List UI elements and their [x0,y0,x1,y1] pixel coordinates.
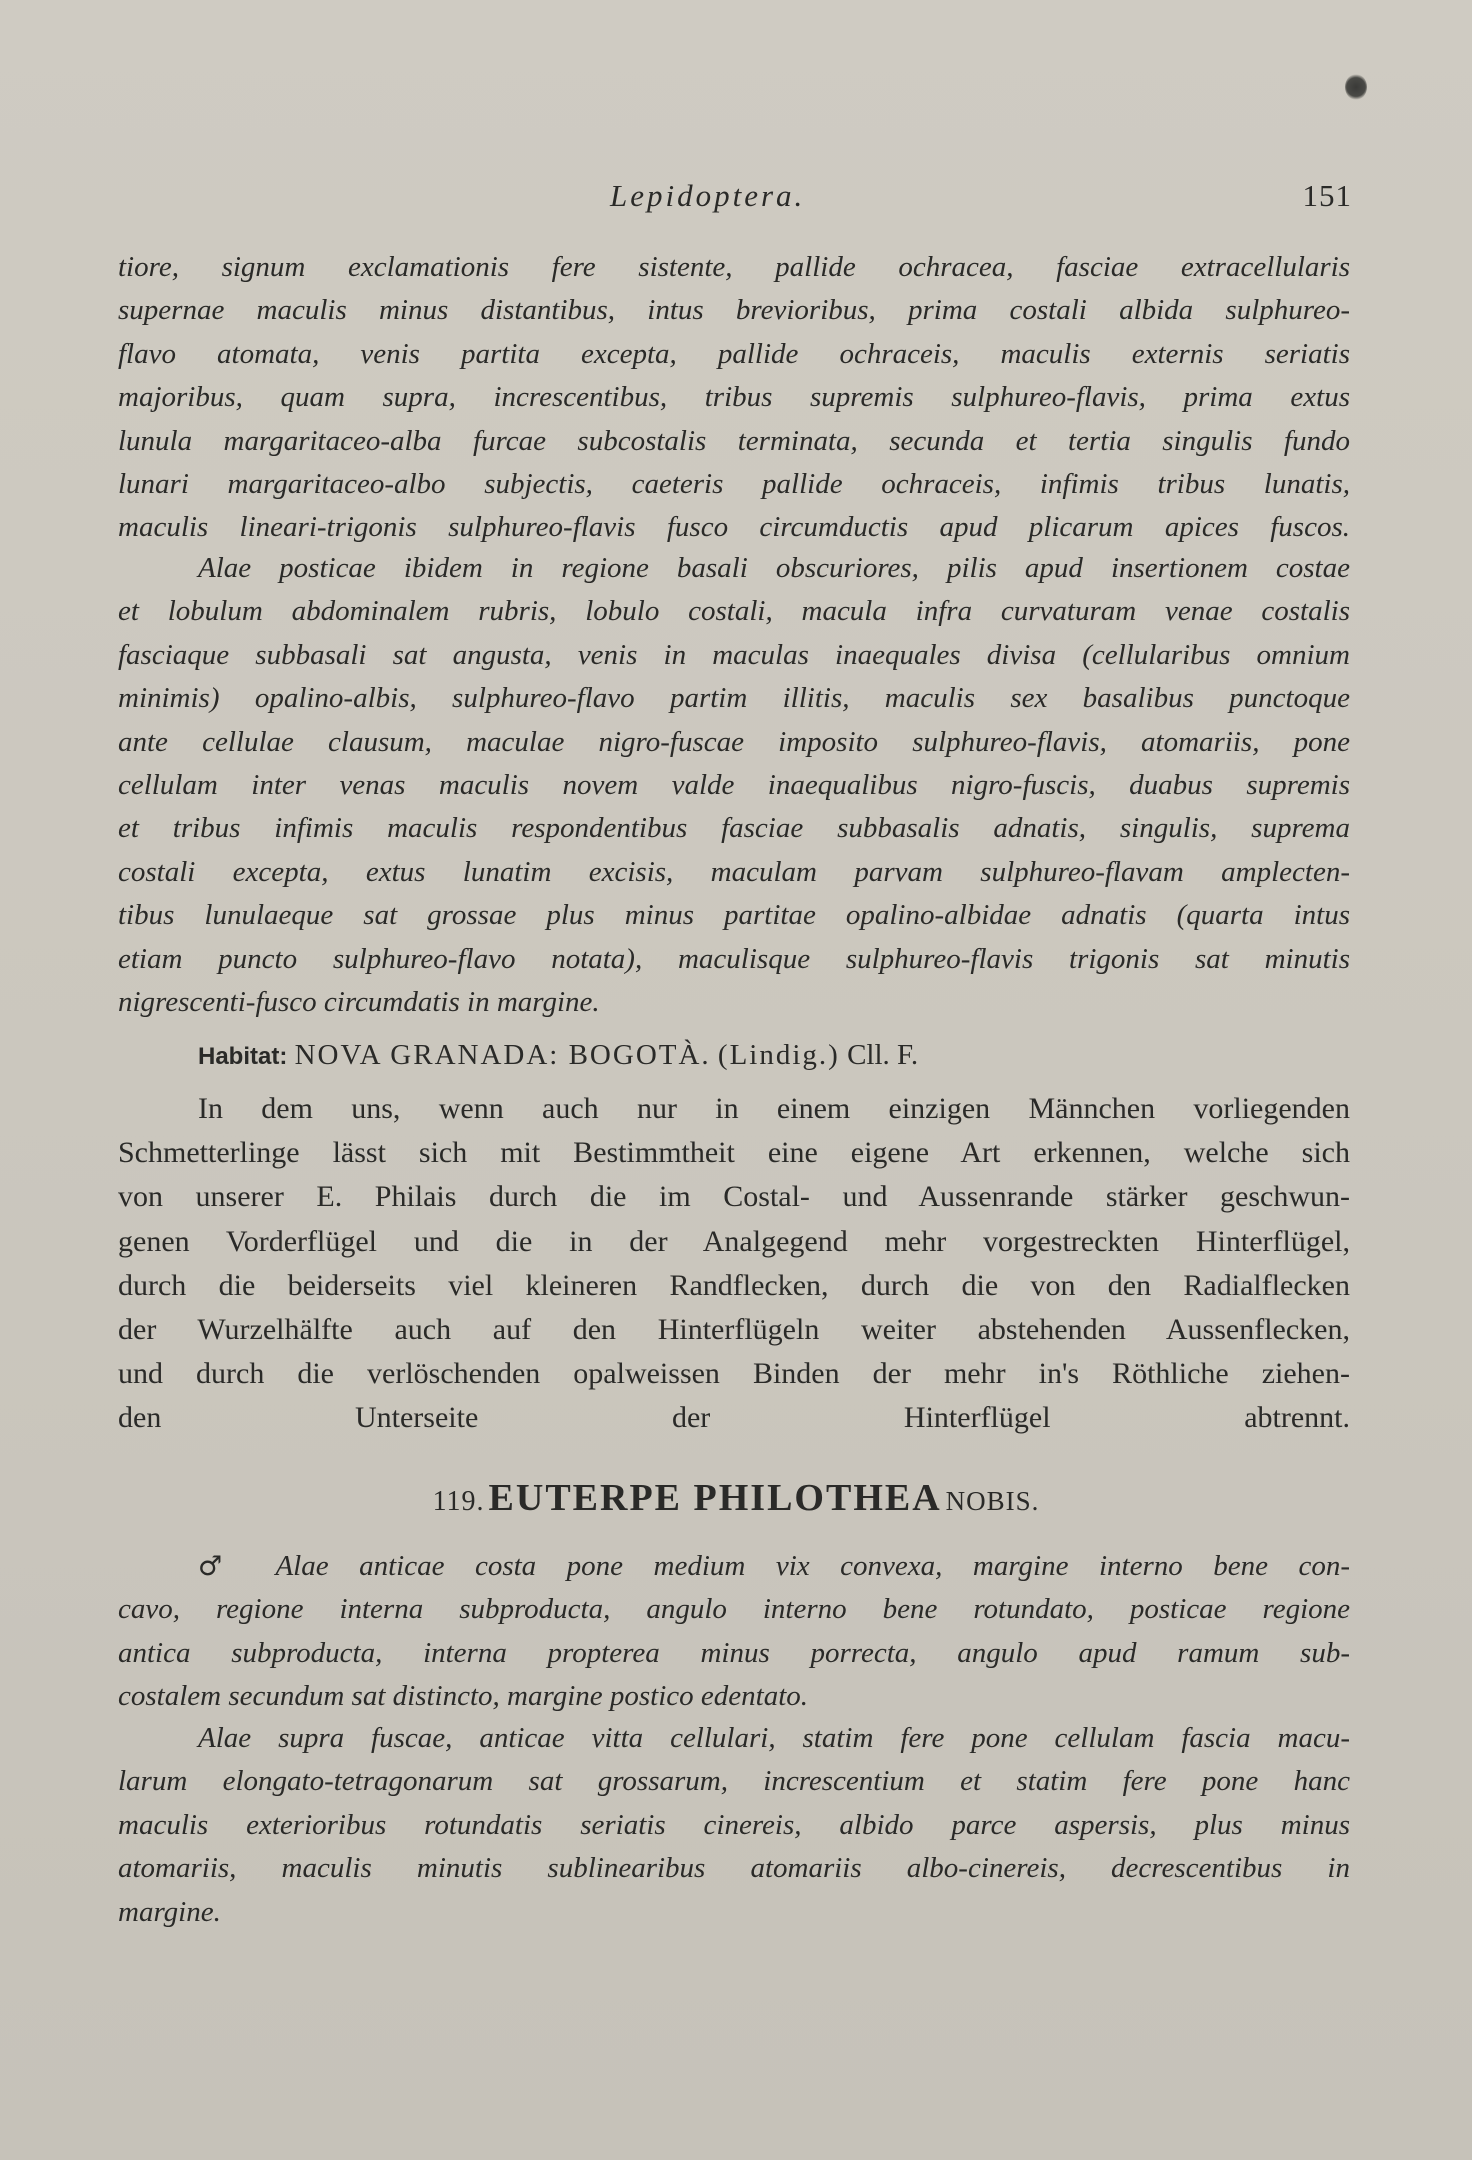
text-line: von unserer E. Philais durch die im Costal- und Aussenrande stärker geschwun- [118,1180,1350,1214]
text-line: atomariis, maculis minutis sublinearibus atomariis albo-cinereis, decrescentibus in [118,1852,1350,1885]
running-title: Lepidoptera. [610,178,806,213]
text-line: costali excepta, extus lunatim excisis, maculam parvam sulphureo-flavam amplecten- [118,855,1350,888]
text-line: cellulam inter venas maculis novem valde inaequalibus nigro-fuscis, duabus supremis [118,769,1350,802]
text-line: der Wurzelhälfte auch auf den Hinterflügeln weiter abstehenden Aussenflecken, [118,1313,1350,1347]
habitat-locality: NOVA GRANADA: BOGOTÀ. [294,1039,711,1071]
ink-blot [1345,74,1367,100]
latin-paragraph-male-description [118,1545,1350,1719]
text-line: antica subproducta, interna propterea minus porrecta, angulo apud ramum sub- [118,1636,1350,1669]
species-number: 119. [432,1486,485,1517]
text-line-content: Alae anticae costa pone medium vix convexa, margine interno bene con- [275,1550,1351,1582]
text-line: flavo atomata, venis partita excepta, pallide ochraceis, maculis externis seriatis [118,337,1350,370]
text-line: genen Vorderflügel und die in der Analgegend mehr vorgestreckten Hinterflügel, [118,1224,1350,1258]
latin-paragraph-forewing-underside [118,246,1350,550]
species-name: EUTERPE PHILOTHEA [488,1477,942,1519]
text-line: maculis exterioribus rotundatis seriatis cinereis, albido parce aspersis, plus minus [118,1808,1350,1841]
text-line: cavo, regione interna subproducta, angulo interno bene rotundato, posticae regione [118,1593,1350,1626]
text-line: tibus lunulaeque sat grossae plus minus partitae opalino-albidae adnatis (quarta intus [118,899,1350,932]
species-author: NOBIS. [945,1486,1040,1516]
text-line: Alae supra fuscae, anticae vitta cellulari, statim fere pone cellulam fascia macu- [198,1722,1350,1754]
latin-paragraph-hindwing [118,547,1350,1024]
text-line: In dem uns, wenn auch nur in einem einzigen Männchen vorliegenden [198,1092,1350,1125]
text-line [118,1545,1350,1588]
male-symbol-icon: ♂ [198,1551,246,1582]
text-line: lunula margaritaceo-alba furcae subcostalis terminata, secunda et tertia singulis fundo [118,424,1350,457]
text-line: nigrescenti-fusco circumdatis in margine. [118,986,600,1019]
text-line: den Unterseite der Hinterflügel abtrennt. [118,1401,1350,1435]
species-heading [0,1476,1472,1520]
text-line: supernae maculis minus distantibus, intus brevioribus, prima costali albida sulphureo- [118,294,1350,327]
text-line: costalem secundum sat distincto, margine postico edentato. [118,1680,808,1713]
german-paragraph [118,1087,1350,1441]
page-number: 151 [1302,178,1352,213]
text-line: Alae posticae ibidem in regione basali obscuriores, pilis apud insertionem costae [198,552,1350,584]
habitat-collector: (Lindig.) [717,1039,840,1071]
text-line: etiam puncto sulphureo-flavo notata), maculisque sulphureo-flavis trigonis sat minutis [118,942,1350,975]
text-line: Schmetterlinge lässt sich mit Bestimmtheit eine eigene Art erkennen, welche sich [118,1136,1350,1170]
text-line: und durch die verlöschenden opalweissen Binden der mehr in's Röthliche ziehen- [118,1357,1350,1391]
text-line: larum elongato-tetragonarum sat grossarum, increscentium et statim fere pone hanc [118,1765,1350,1798]
page-header [118,178,1352,228]
habitat-label: Habitat: [198,1043,288,1070]
habitat-collection: Cll. F. [847,1039,919,1071]
text-line: durch die beiderseits viel kleineren Randflecken, durch die von den Radialflecken [118,1268,1350,1302]
text-line: tiore, signum exclamationis fere sistente, pallide ochracea, fasciae extracellularis [118,251,1350,283]
latin-paragraph-upperside [118,1717,1350,1934]
text-line: maculis lineari-trigonis sulphureo-flavis fusco circumductis apud plicarum apices fuscos. [118,511,1350,544]
text-line: et lobulum abdominalem rubris, lobulo costali, macula infra curvaturam venae costalis [118,595,1350,628]
text-line: margine. [118,1895,221,1928]
text-line: minimis) opalino-albis, sulphureo-flavo partim illitis, maculis sex basalibus punctoque [118,682,1350,715]
text-line: et tribus infimis maculis respondentibus fasciae subbasalis adnatis, singulis, suprema [118,812,1350,845]
text-line: majoribus, quam supra, increscentibus, tribus supremis sulphureo-flavis, prima extus [118,381,1350,414]
text-line: fasciaque subbasali sat angusta, venis in maculas inaequales divisa (cellularibus omnium [118,638,1350,671]
text-line: ante cellulae clausum, maculae nigro-fuscae imposito sulphureo-flavis, atomariis, pone [118,725,1350,758]
text-line: lunari margaritaceo-albo subjectis, caeteris pallide ochraceis, infimis tribus lunatis, [118,468,1350,501]
habitat-line [198,1035,918,1077]
